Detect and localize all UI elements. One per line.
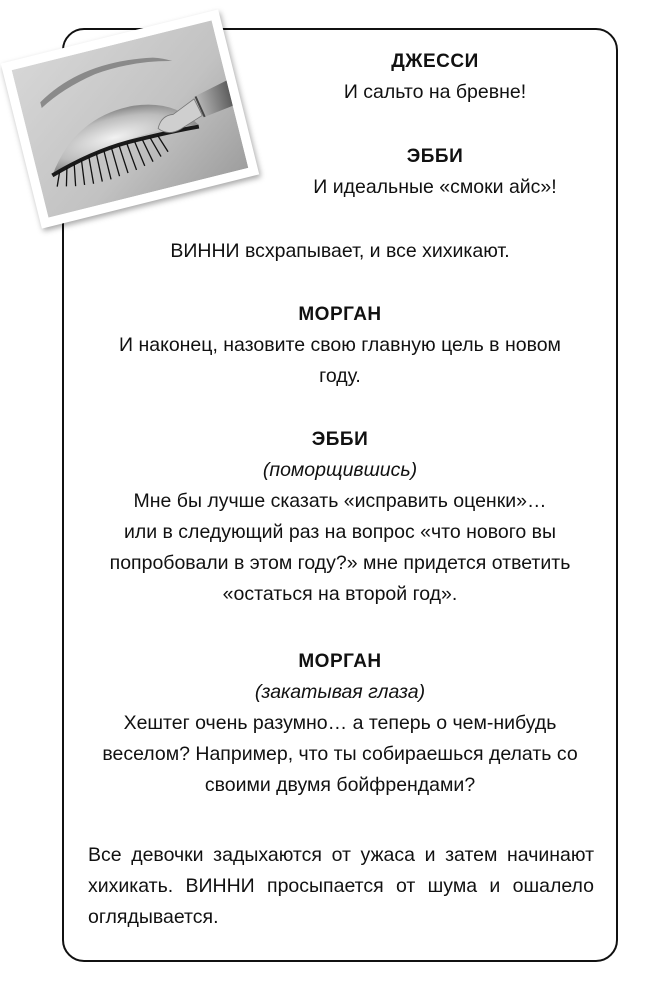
stage-direction-line: оглядывается. <box>88 906 219 928</box>
character-name: МОРГАН <box>298 651 382 672</box>
dialogue-line: году. <box>319 365 361 387</box>
character-name: ЭББИ <box>406 146 464 167</box>
stage-direction-line: Все девочки задыхаются от ужаса и затем начинают <box>88 844 594 866</box>
dialogue-line: И идеальные «смоки айс»! <box>313 176 557 198</box>
dialogue-block-4 <box>62 424 618 610</box>
stage-direction-text: ВИННИ всхрапывает, и все хихикают. <box>170 240 510 262</box>
dialogue-line: или в следующий раз на вопрос «что нового вы <box>123 521 557 543</box>
character-name: МОРГАН <box>298 304 382 325</box>
stage-direction-2 <box>88 840 594 933</box>
dialogue-line: «остаться на второй год». <box>222 583 458 605</box>
character-name: ДЖЕССИ <box>391 51 479 72</box>
stage-direction-line: хихикать. ВИННИ просыпается от шума и ошалело <box>88 875 594 897</box>
dialogue-line: веселом? Например, что ты собираешься делать со <box>102 743 578 765</box>
character-name: ЭББИ <box>311 429 369 450</box>
parenthetical: (закатывая глаза) <box>254 681 426 703</box>
dialogue-line: И сальто на бревне! <box>343 81 527 103</box>
dialogue-line: Мне бы лучше сказать «исправить оценки»… <box>133 490 547 512</box>
dialogue-block-1 <box>262 46 608 108</box>
dialogue-block-3 <box>62 299 618 392</box>
stage-direction-1 <box>62 236 618 267</box>
dialogue-line: Хештег очень разумно… а теперь о чем-нибудь <box>123 712 557 734</box>
dialogue-block-2 <box>262 141 608 203</box>
dialogue-block-5 <box>62 646 618 801</box>
dialogue-line: И наконец, назовите свою главную цель в новом <box>119 334 561 356</box>
dialogue-line: попробовали в этом году?» мне придется ответить <box>109 552 571 574</box>
dialogue-line: своими двумя бойфрендами? <box>204 774 476 796</box>
parenthetical: (поморщившись) <box>262 459 418 481</box>
